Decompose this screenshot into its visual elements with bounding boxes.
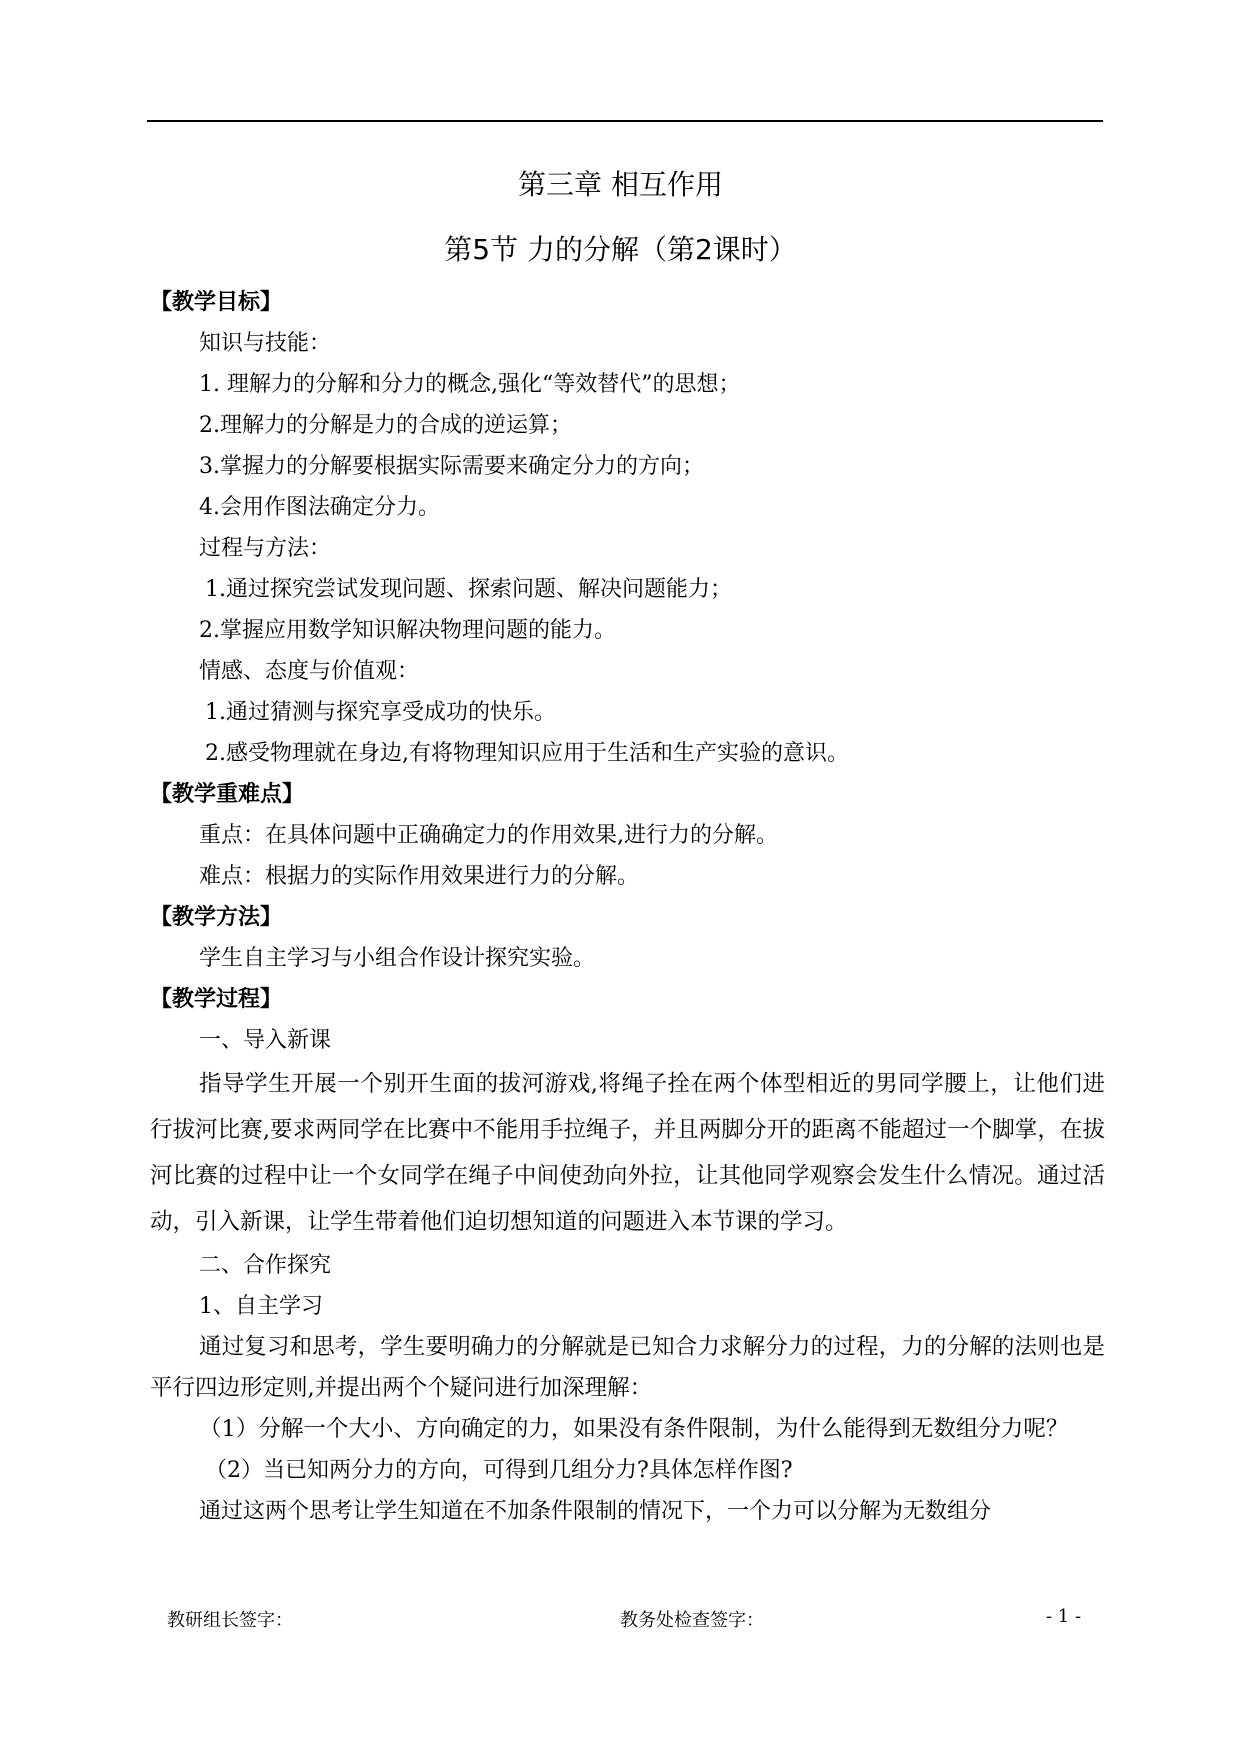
knowledge-label: 知识与技能： bbox=[199, 331, 332, 356]
section-title: 第5节 力的分解（第2课时） bbox=[444, 233, 797, 266]
footer-group-leader-signature: 教研组长签字： bbox=[167, 1610, 293, 1631]
difficulty-text: 难点：根据力的实际作用效果进行力的分解。 bbox=[199, 864, 640, 889]
sub1-title: 1、自主学习 bbox=[199, 1294, 323, 1319]
question-1: （1）分解一个大小、方向确定的力，如果没有条件限制，为什么能得到无数组分力呢？ bbox=[199, 1416, 1069, 1442]
knowledge-item: 2.理解力的分解是力的合成的逆运算； bbox=[199, 413, 572, 438]
chapter-title: 第三章 相互作用 bbox=[518, 168, 723, 201]
part1-paragraph: 指导学生开展一个别开生面的拔河游戏,将绳子拴在两个体型相近的男同学腰上，让他们进行拔河比赛,要求两同学在比赛中不能用手拉绳子，并且两脚分开的距离不能超过一个脚掌，在拔河比赛的过程中让一个女同学在绳子中间使劲向外拉，让其他同学观察会发生什么情况。通过活动，引入新课，让学生带着他们迫切想知道的问题进入本节课的学习。 bbox=[150, 1071, 1105, 1235]
knowledge-item: 4.会用作图法确定分力。 bbox=[199, 495, 440, 520]
method-text: 学生自主学习与小组合作设计探究实验。 bbox=[199, 946, 596, 971]
knowledge-item: 3.掌握力的分解要根据实际需要来确定分力的方向； bbox=[199, 454, 704, 479]
process-heading: 【教学过程】 bbox=[150, 987, 283, 1012]
knowledge-item: 1. 理解力的分解和分力的概念,强化“等效替代”的思想； bbox=[199, 372, 741, 397]
emotion-label: 情感、态度与价值观： bbox=[199, 659, 420, 684]
objectives-heading: 【教学目标】 bbox=[150, 290, 283, 315]
document-body bbox=[150, 282, 1105, 1532]
last-paragraph: 通过这两个思考让学生知道在不加条件限制的情况下，一个力可以分解为无数组分 bbox=[199, 1499, 992, 1524]
footer-office-signature: 教务处检查签字： bbox=[620, 1610, 764, 1631]
part1-title: 一、导入新课 bbox=[199, 1028, 332, 1053]
emotion-item: 1.通过猜测与探究享受成功的快乐。 bbox=[205, 700, 556, 725]
process-item: 1.通过探究尝试发现问题、探索问题、解决问题能力； bbox=[205, 577, 732, 602]
emotion-item: 2.感受物理就在身边,有将物理知识应用于生活和生产实验的意识。 bbox=[205, 741, 849, 766]
page-number: - 1 - bbox=[1046, 1606, 1082, 1627]
part2-title: 二、合作探究 bbox=[199, 1253, 332, 1278]
focus-text: 重点：在具体问题中正确确定力的作用效果,进行力的分解。 bbox=[199, 823, 778, 848]
sub1-paragraph: 通过复习和思考，学生要明确力的分解就是已知合力求解分力的过程，力的分解的法则也是平行四边形定则,并提出两个个疑问进行加深理解： bbox=[150, 1334, 1105, 1401]
key-points-heading: 【教学重难点】 bbox=[150, 782, 305, 807]
header-rule bbox=[147, 120, 1103, 122]
question-2: （2）当已知两分力的方向，可得到几组分力?具体怎样作图? bbox=[205, 1458, 793, 1483]
process-label: 过程与方法： bbox=[199, 536, 332, 561]
process-item: 2.掌握应用数学知识解决物理问题的能力。 bbox=[199, 618, 616, 643]
method-heading: 【教学方法】 bbox=[150, 905, 283, 930]
